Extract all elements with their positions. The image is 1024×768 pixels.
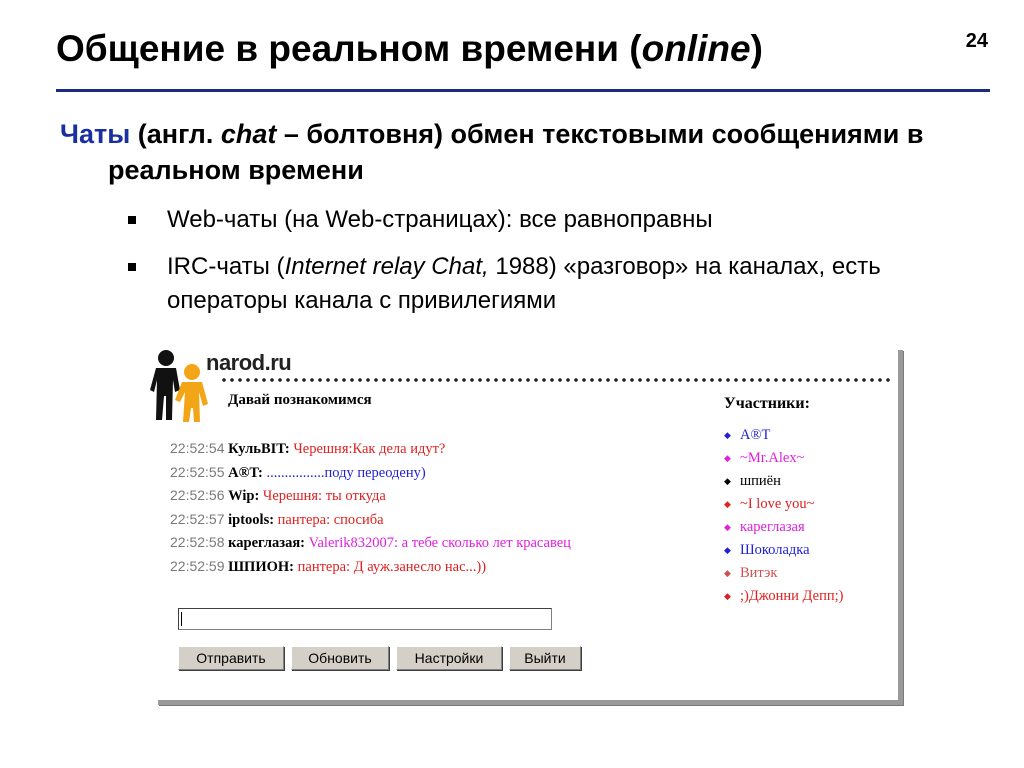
diamond-icon: ◆ [724, 545, 731, 555]
message-nick: iptools: [228, 511, 275, 528]
participant-item[interactable] [724, 424, 894, 447]
bullet-part2: 1988) «разговор» на каналах, есть операторы канала с привилегиями [167, 253, 881, 314]
bullet-text [167, 250, 928, 318]
participants-title: Участники: [724, 395, 810, 412]
narod-logo-text: narod.ru [206, 350, 292, 375]
participant-item[interactable] [724, 516, 894, 539]
diamond-icon: ◆ [724, 453, 731, 463]
message-nick: КульBIT: [228, 441, 290, 457]
slide-title [56, 28, 763, 70]
message-dots: ................ [266, 464, 325, 481]
refresh-button[interactable]: Обновить [291, 646, 389, 670]
participant-item[interactable] [724, 562, 894, 585]
participant-name: ~Mr.Alex~ [740, 450, 805, 466]
message-text: поду переодену) [324, 464, 426, 481]
term-chats: Чаты [60, 119, 131, 149]
dotted-divider [220, 376, 890, 384]
message-nick: A®T: [228, 464, 263, 481]
bullet-marker [128, 216, 136, 224]
participant-name: ;)Джонни Депп;) [740, 588, 844, 604]
message-time: 22:52:57 [170, 510, 225, 527]
slide-title-italic: online [641, 28, 751, 69]
message-nick: кареглазая: [228, 535, 305, 551]
participant-name: Витэк [740, 565, 778, 581]
main-point [60, 116, 1008, 188]
chat-message-list [170, 437, 710, 578]
participant-name: шпиён [740, 473, 781, 489]
bullet-text: Web-чаты (на Web-страницах): все равноправны [167, 206, 713, 233]
message-input[interactable] [178, 608, 552, 630]
chat-message [170, 508, 710, 532]
message-text: Черешня:Как дела идут? [293, 441, 446, 457]
participant-item[interactable] [724, 447, 894, 470]
diamond-icon: ◆ [724, 476, 731, 486]
message-text: пантера: Д ауж.занесло нас...)) [297, 558, 487, 575]
chat-message [170, 484, 710, 508]
participant-name: ~I love you~ [740, 496, 815, 512]
participants-list [724, 424, 894, 608]
chat-message [170, 461, 710, 485]
message-time: 22:52:56 [170, 487, 225, 503]
diamond-icon: ◆ [724, 430, 731, 440]
message-time: 22:52:55 [170, 463, 225, 480]
chat-message [170, 531, 710, 555]
send-button[interactable]: Отправить [178, 646, 284, 670]
bullet-part1: IRC-чаты ( [167, 253, 285, 280]
message-text: Черешня: ты откуда [262, 488, 386, 504]
slide-title-main: Общение в реальном времени ( [56, 28, 642, 69]
chat-room-title: Давай познакомимся [228, 392, 372, 408]
diamond-icon: ◆ [724, 568, 731, 578]
page-number: 24 [965, 30, 988, 52]
participant-name: A®T [740, 427, 771, 443]
bullet-web-chats [128, 203, 928, 237]
main-point-part2: – болтовня) обмен текстовыми сообщениями в реальном времени [108, 119, 924, 185]
participant-item[interactable] [724, 585, 894, 608]
diamond-icon: ◆ [724, 499, 731, 509]
participant-item[interactable] [724, 470, 894, 493]
main-point-part1: (англ. [130, 119, 221, 149]
message-text: пантера: спосиба [277, 511, 384, 528]
exit-button[interactable]: Выйти [509, 646, 581, 670]
participant-item[interactable] [724, 493, 894, 516]
participant-name: Шоколадка [740, 542, 810, 558]
chat-message [170, 437, 710, 461]
diamond-icon: ◆ [724, 522, 731, 532]
message-time: 22:52:59 [170, 557, 225, 574]
settings-button[interactable]: Настройки [396, 646, 502, 670]
participant-item[interactable] [724, 539, 894, 562]
message-time: 22:52:58 [170, 534, 225, 550]
slide-title-end: ) [750, 28, 763, 69]
main-point-chat-word: chat [220, 119, 277, 149]
bullet-italic: Internet relay Chat, [284, 253, 489, 280]
message-nick: Wip: [228, 488, 260, 504]
diamond-icon: ◆ [724, 591, 731, 601]
chat-message [170, 555, 710, 579]
chat-window-screenshot [158, 350, 903, 705]
title-divider [56, 89, 990, 92]
bullet-marker [128, 263, 136, 271]
message-text: Valerik832007: а тебе сколько лет красавец [308, 535, 571, 551]
message-time: 22:52:54 [170, 440, 225, 456]
message-nick: ШПИОН: [228, 558, 294, 575]
participant-name: кареглазая [740, 519, 805, 535]
bullet-irc-chats [128, 250, 928, 318]
